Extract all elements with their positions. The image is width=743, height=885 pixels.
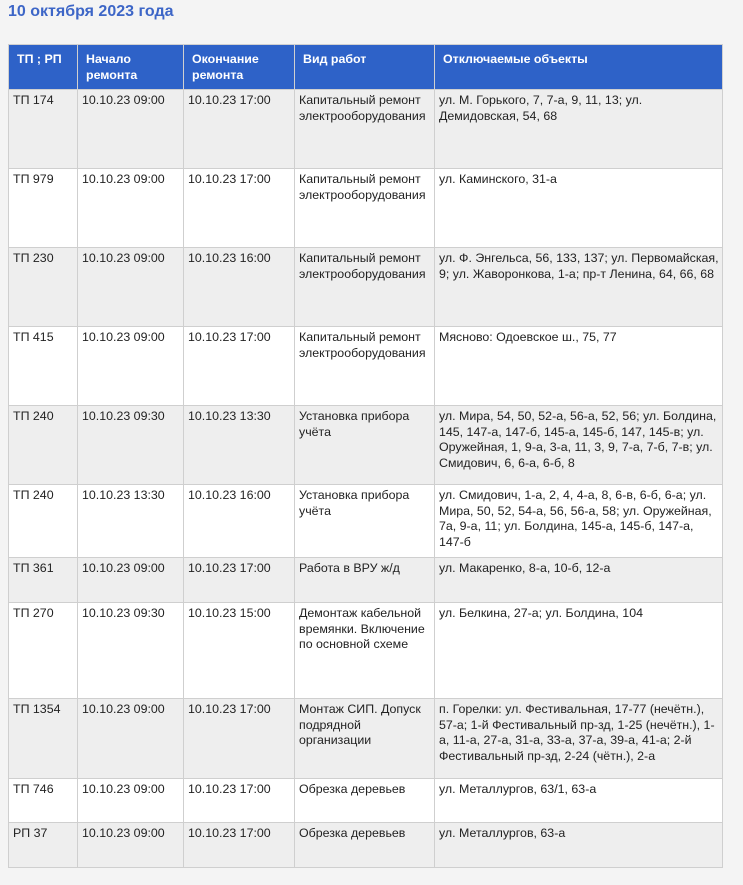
- cell-objects: п. Горелки: ул. Фестивальная, 17-77 (нечётн.), 57-а; 1-й Фестивальный пр-зд, 1-25 (нечётн.), 1-а, 11-а, 27-а, 31-а, 33-а, 37-а, 39-а, 41-а; 2-й Фестивальный пр-зд, 2-24 (чётн.), 2-а: [435, 699, 723, 779]
- table-row: [9, 823, 723, 868]
- table-row: [9, 558, 723, 603]
- cell-substation: ТП 1354: [9, 699, 78, 779]
- column-header-start: Начало ремонта: [78, 45, 184, 90]
- cell-start: 10.10.23 09:00: [78, 90, 184, 169]
- cell-end: 10.10.23 17:00: [184, 823, 295, 868]
- cell-start: 10.10.23 09:00: [78, 823, 184, 868]
- table-row: [9, 699, 723, 779]
- cell-work-type: Демонтаж кабельной времянки. Включение по основной схеме: [295, 603, 435, 699]
- cell-substation: ТП 230: [9, 248, 78, 327]
- cell-objects: ул. Ф. Энгельса, 56, 133, 137; ул. Первомайская, 9; ул. Жаворонкова, 1-а; пр-т Ленина, 64, 66, 68: [435, 248, 723, 327]
- table-row: [9, 779, 723, 823]
- column-header-objects: Отключаемые объекты: [435, 45, 723, 90]
- cell-start: 10.10.23 09:00: [78, 558, 184, 603]
- cell-objects: ул. Белкина, 27-а; ул. Болдина, 104: [435, 603, 723, 699]
- outage-table: [8, 44, 723, 868]
- cell-substation: ТП 746: [9, 779, 78, 823]
- cell-work-type: Капитальный ремонт электрооборудования: [295, 169, 435, 248]
- table-row: [9, 169, 723, 248]
- cell-end: 10.10.23 17:00: [184, 327, 295, 406]
- page-title: 10 октября 2023 года: [8, 3, 174, 20]
- cell-start: 10.10.23 09:30: [78, 603, 184, 699]
- table-row: [9, 485, 723, 558]
- cell-work-type: Обрезка деревьев: [295, 823, 435, 868]
- cell-objects: ул. М. Горького, 7, 7-а, 9, 11, 13; ул. Демидовская, 54, 68: [435, 90, 723, 169]
- cell-start: 10.10.23 13:30: [78, 485, 184, 558]
- cell-end: 10.10.23 15:00: [184, 603, 295, 699]
- cell-substation: ТП 240: [9, 406, 78, 485]
- cell-work-type: Капитальный ремонт электрооборудования: [295, 90, 435, 169]
- cell-substation: РП 37: [9, 823, 78, 868]
- cell-start: 10.10.23 09:30: [78, 406, 184, 485]
- cell-work-type: Монтаж СИП. Допуск подрядной организации: [295, 699, 435, 779]
- table-header-row: [9, 45, 723, 90]
- table-row: [9, 248, 723, 327]
- cell-start: 10.10.23 09:00: [78, 327, 184, 406]
- cell-end: 10.10.23 13:30: [184, 406, 295, 485]
- cell-end: 10.10.23 17:00: [184, 779, 295, 823]
- column-header-substation: ТП ; РП: [9, 45, 78, 90]
- cell-start: 10.10.23 09:00: [78, 169, 184, 248]
- cell-substation: ТП 361: [9, 558, 78, 603]
- cell-work-type: Капитальный ремонт электрооборудования: [295, 327, 435, 406]
- cell-substation: ТП 174: [9, 90, 78, 169]
- cell-work-type: Капитальный ремонт электрооборудования: [295, 248, 435, 327]
- cell-objects: ул. Каминского, 31-а: [435, 169, 723, 248]
- cell-substation: ТП 979: [9, 169, 78, 248]
- cell-end: 10.10.23 17:00: [184, 558, 295, 603]
- cell-start: 10.10.23 09:00: [78, 779, 184, 823]
- cell-end: 10.10.23 17:00: [184, 699, 295, 779]
- cell-end: 10.10.23 17:00: [184, 90, 295, 169]
- cell-end: 10.10.23 17:00: [184, 169, 295, 248]
- cell-work-type: Установка прибора учёта: [295, 406, 435, 485]
- table-row: [9, 90, 723, 169]
- cell-substation: ТП 240: [9, 485, 78, 558]
- table-row: [9, 327, 723, 406]
- column-header-work-type: Вид работ: [295, 45, 435, 90]
- cell-objects: ул. Смидович, 1-а, 2, 4, 4-а, 8, 6-в, 6-б, 6-а; ул. Мира, 50, 52, 54-а, 56, 56-а, 58; ул. Оружейная, 7а, 9-а, 11; ул. Болдина, 145-а, 145-б, 147-а, 147-б: [435, 485, 723, 558]
- cell-objects: Мясново: Одоевское ш., 75, 77: [435, 327, 723, 406]
- cell-objects: ул. Макаренко, 8-а, 10-б, 12-а: [435, 558, 723, 603]
- cell-substation: ТП 270: [9, 603, 78, 699]
- cell-objects: ул. Металлургов, 63-а: [435, 823, 723, 868]
- table-row: [9, 603, 723, 699]
- table-row: [9, 406, 723, 485]
- cell-end: 10.10.23 16:00: [184, 248, 295, 327]
- cell-start: 10.10.23 09:00: [78, 248, 184, 327]
- cell-work-type: Установка прибора учёта: [295, 485, 435, 558]
- cell-work-type: Работа в ВРУ ж/д: [295, 558, 435, 603]
- cell-start: 10.10.23 09:00: [78, 699, 184, 779]
- cell-objects: ул. Мира, 54, 50, 52-а, 56-а, 52, 56; ул. Болдина, 145, 147-а, 147-б, 145-а, 145-б, 147, 145-в; ул. Оружейная, 1, 9-а, 3-а, 11, 3, 9, 7-а, 7-б, 7-в; ул. Смидович, 6, 6-а, 6-б, 8: [435, 406, 723, 485]
- cell-objects: ул. Металлургов, 63/1, 63-а: [435, 779, 723, 823]
- cell-substation: ТП 415: [9, 327, 78, 406]
- cell-end: 10.10.23 16:00: [184, 485, 295, 558]
- column-header-end: Окончание ремонта: [184, 45, 295, 90]
- cell-work-type: Обрезка деревьев: [295, 779, 435, 823]
